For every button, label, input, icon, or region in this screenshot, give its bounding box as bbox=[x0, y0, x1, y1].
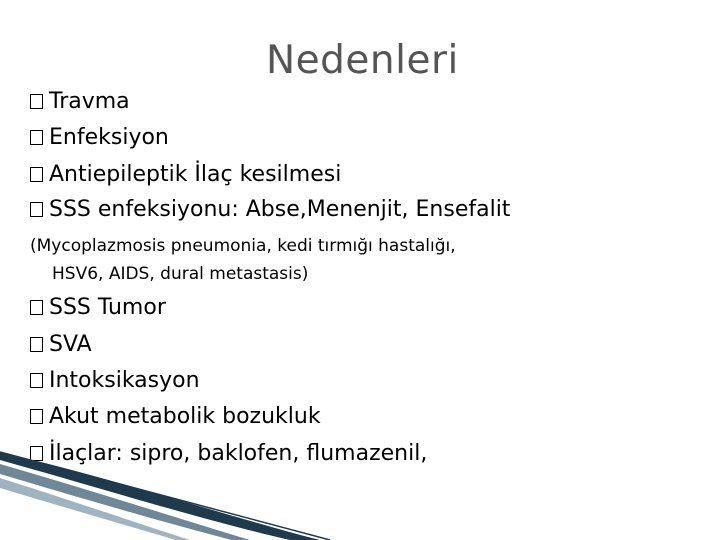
bullet-text: Antiepileptik İlaç kesilmesi bbox=[49, 162, 342, 187]
bullet-item bbox=[30, 124, 169, 152]
bullet-item bbox=[30, 367, 200, 395]
box-bullet-icon bbox=[30, 202, 43, 217]
slide-title: Nedenleri bbox=[266, 38, 459, 83]
bullet-text: SSS enfeksiyonu: Abse,Menenjit, Ensefalit bbox=[49, 197, 511, 222]
box-bullet-icon bbox=[30, 94, 43, 109]
bullet-item bbox=[30, 196, 510, 224]
bullet-text: Travma bbox=[49, 89, 130, 114]
bullet-text: Intoksikasyon bbox=[49, 368, 200, 393]
box-bullet-icon bbox=[30, 373, 43, 388]
swoosh-light-stroke bbox=[0, 478, 190, 540]
swoosh-mid-stroke bbox=[0, 464, 250, 540]
bullet-text: Enfeksiyon bbox=[49, 125, 169, 150]
decorative-swoosh bbox=[0, 440, 720, 540]
bullet-text: Akut metabolik bozukluk bbox=[49, 404, 321, 429]
sub-note-line-2: HSV6, AIDS, dural metastasis) bbox=[52, 264, 309, 284]
bullet-item bbox=[30, 161, 341, 189]
bullet-item bbox=[30, 331, 92, 359]
box-bullet-icon bbox=[30, 337, 43, 352]
sub-note bbox=[30, 232, 478, 288]
box-bullet-icon bbox=[30, 167, 43, 182]
box-bullet-icon bbox=[30, 409, 43, 424]
bullet-item bbox=[30, 88, 130, 116]
box-bullet-icon bbox=[30, 300, 43, 315]
box-bullet-icon bbox=[30, 130, 43, 145]
bullet-text: İlaçlar: sipro, baklofen, flumazenil, bbox=[49, 441, 428, 466]
bullet-item bbox=[30, 294, 166, 322]
bullet-text: SSS Tumor bbox=[49, 295, 166, 320]
bullet-item bbox=[30, 403, 321, 431]
bullet-text: SVA bbox=[49, 332, 92, 357]
sub-note-line-1: (Mycoplazmosis pneumonia, kedi tırmığı hastalığı, bbox=[30, 236, 456, 256]
